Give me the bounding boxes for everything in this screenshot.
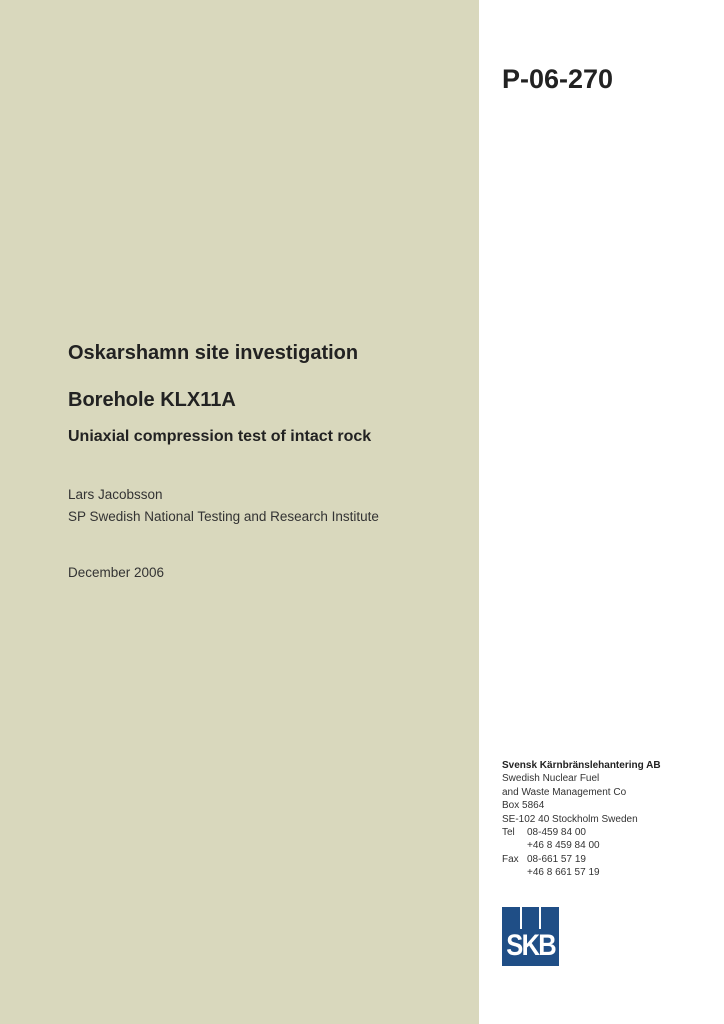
tel: 08-459 84 00 bbox=[527, 827, 586, 839]
address-line: and Waste Management Co bbox=[502, 786, 627, 798]
title: Oskarshamn site investigation bbox=[68, 342, 359, 364]
subtitle-2: Uniaxial compression test of intact rock bbox=[68, 428, 372, 445]
address-line: SE-102 40 Stockholm Sweden bbox=[502, 813, 638, 825]
subtitle: Borehole KLX11A bbox=[68, 389, 236, 411]
tel-intl: +46 8 459 84 00 bbox=[527, 840, 600, 852]
address-block bbox=[502, 759, 661, 880]
report-number: P-06-270 bbox=[502, 64, 614, 94]
author: Lars Jacobsson bbox=[68, 487, 163, 502]
logo-text: SKB bbox=[506, 929, 556, 962]
fax-intl: +46 8 661 57 19 bbox=[527, 867, 600, 879]
skb-logo bbox=[502, 907, 559, 966]
affiliation: SP Swedish National Testing and Research Institute bbox=[68, 509, 379, 524]
date: December 2006 bbox=[68, 565, 165, 580]
tel-label: Tel bbox=[502, 827, 515, 839]
fax: 08-661 57 19 bbox=[527, 853, 586, 865]
address-line: Swedish Nuclear Fuel bbox=[502, 773, 600, 785]
fax-label: Fax bbox=[502, 853, 519, 865]
address-line: Box 5864 bbox=[502, 800, 545, 812]
company-name: Svensk Kärnbränslehantering AB bbox=[502, 760, 661, 771]
